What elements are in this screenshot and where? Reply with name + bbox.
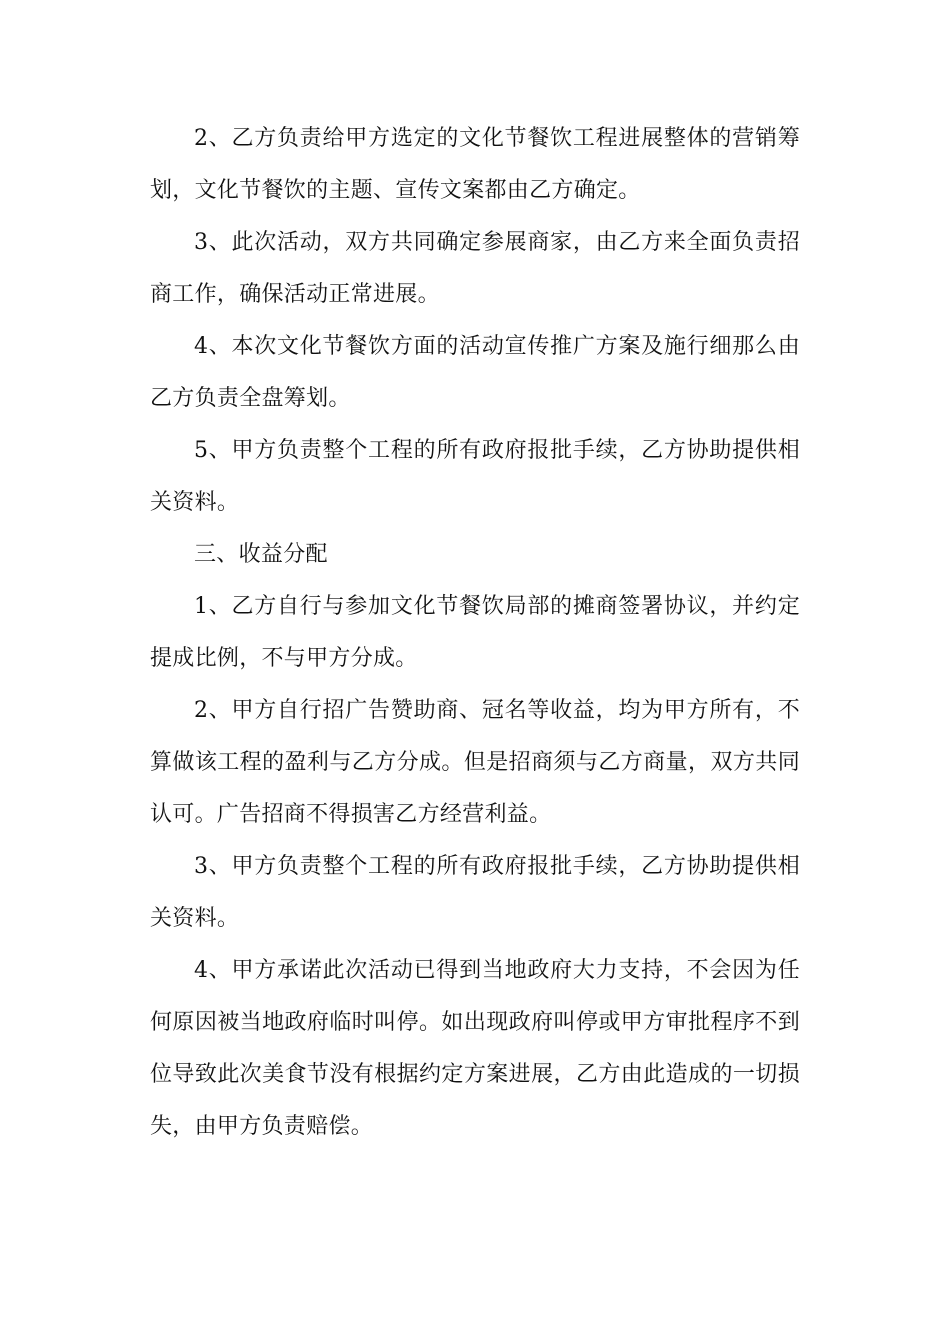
paragraph-clause-4-promotion: 4、本次文化节餐饮方面的活动宣传推广方案及施行细那么由乙方负责全盘筹划。 — [150, 334, 800, 411]
paragraph-revenue-2: 2、甲方自行招广告赞助商、冠名等收益，均为甲方所有，不算做该工程的盈利与乙方分成。但是招商须与乙方商量，双方共同认可。广告招商不得损害乙方经营利益。 — [150, 698, 800, 827]
section-heading-revenue: 三、收益分配 — [194, 542, 328, 567]
paragraph-revenue-4: 4、甲方承诺此次活动已得到当地政府大力支持，不会因为任何原因被当地政府临时叫停。如出现政府叫停或甲方审批程序不到位导致此次美食节没有根据约定方案进展，乙方由此造成的一切损失，由甲方负责赔偿。 — [150, 958, 800, 1139]
paragraph-clause-3-merchants: 3、此次活动，双方共同确定参展商家，由乙方来全面负责招商工作，确保活动正常进展。 — [150, 230, 800, 307]
document-body — [150, 113, 800, 1153]
paragraph-clause-5-approval: 5、甲方负责整个工程的所有政府报批手续，乙方协助提供相关资料。 — [150, 438, 800, 515]
paragraph-revenue-3: 3、甲方负责整个工程的所有政府报批手续，乙方协助提供相关资料。 — [150, 854, 800, 931]
paragraph-clause-2-marketing: 2、乙方负责给甲方选定的文化节餐饮工程进展整体的营销筹划，文化节餐饮的主题、宣传文案都由乙方确定。 — [150, 126, 800, 203]
paragraph-revenue-1: 1、乙方自行与参加文化节餐饮局部的摊商签署协议，并约定提成比例，不与甲方分成。 — [150, 594, 800, 671]
